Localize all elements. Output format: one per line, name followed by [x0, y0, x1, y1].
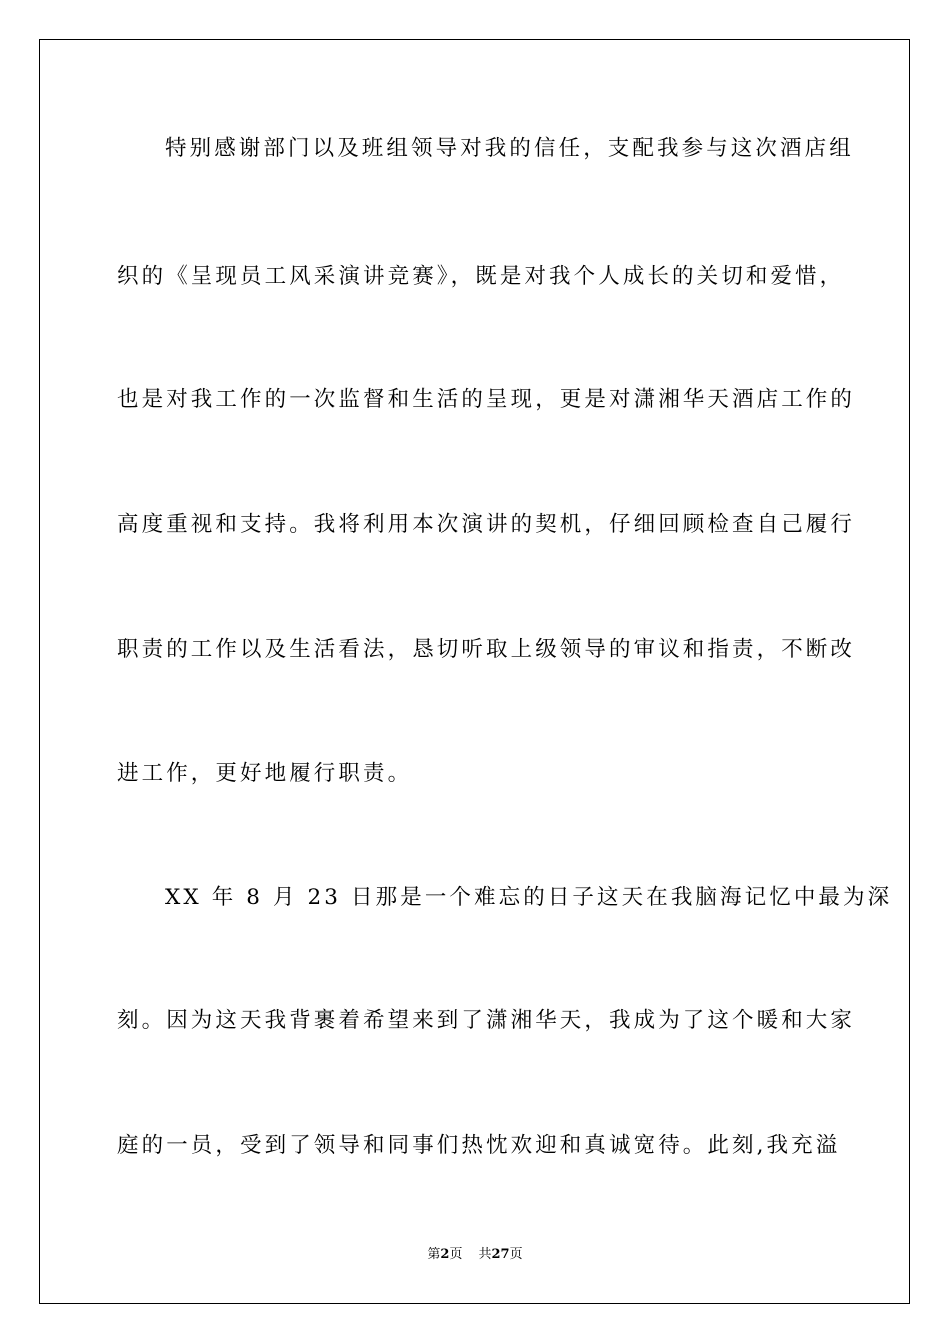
- page-border: [39, 39, 910, 1304]
- text-line-8: 刻。因为这天我背裹着希望来到了潇湘华天，我成为了这个暖和大家: [117, 1008, 856, 1033]
- page-footer: [0, 1246, 950, 1264]
- text-line-5: 职责的工作以及生活看法，恳切听取上级领导的审议和指责，不断改: [117, 637, 856, 662]
- footer-total-suffix: 页: [509, 1247, 523, 1262]
- text-line-1: 特别感谢部门以及班组领导对我的信任，支配我参与这次酒店组: [165, 136, 854, 161]
- text-line-3: 也是对我工作的一次监督和生活的呈现，更是对潇湘华天酒店工作的: [117, 387, 856, 412]
- text-line-7: XX 年 8 月 23 日那是一个难忘的日子这天在我脑海记忆中最为深: [165, 885, 893, 910]
- footer-page-prefix: 第: [427, 1247, 441, 1262]
- footer-page-total: 27: [491, 1247, 510, 1262]
- footer-total-prefix: 共: [478, 1247, 492, 1262]
- footer-page-current: 2: [440, 1247, 450, 1262]
- text-line-2: 织的《呈现员工风采演讲竞赛》，既是对我个人成长的关切和爱惜，: [117, 264, 845, 289]
- footer-page-suffix: 页: [449, 1247, 463, 1262]
- text-line-6: 进工作，更好地履行职责。: [117, 761, 413, 786]
- text-line-9: 庭的一员，受到了领导和同事们热忱欢迎和真诚宽待。此刻,我充溢: [117, 1133, 841, 1158]
- text-line-4: 高度重视和支持。我将利用本次演讲的契机，仔细回顾检查自己履行: [117, 512, 856, 537]
